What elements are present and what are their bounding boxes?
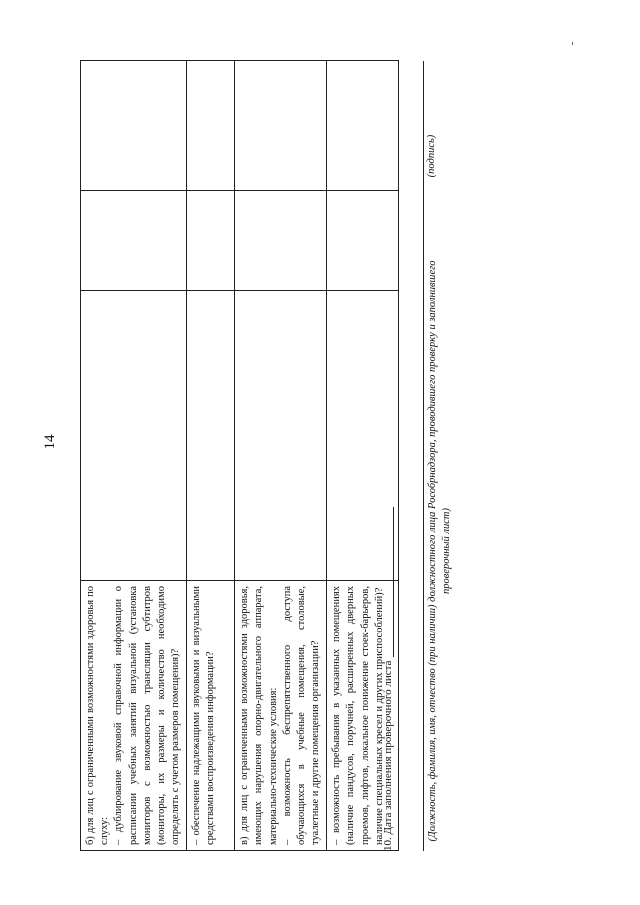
date-field xyxy=(382,507,394,851)
answer-cell[interactable] xyxy=(81,191,187,291)
date-field-label: 10. Дата заполнения проверочного листа xyxy=(382,660,394,851)
answer-cell[interactable] xyxy=(327,191,399,291)
signature-official-label: (Должность, фамилия, имя, отчество (при наличии) должностного лица Рособрнадзора, проводившего проверку и заполнившего проверочный лист) xyxy=(427,260,453,842)
question-text: б) для лиц с ограниченными возможностями здоровья по слуху: – дублирование звуковой справочной информации о расписании учебных занятий визуальной (установка мониторов с возможностью трансляции субтитров (мониторы, их размеры и количество необходимо определять с учетом размеров помещения)? xyxy=(85,586,182,845)
question-cell xyxy=(235,581,327,851)
scan-mark xyxy=(572,42,573,45)
question-cell xyxy=(81,581,187,851)
answer-cell[interactable] xyxy=(235,291,327,581)
signature-rule xyxy=(423,61,424,851)
table-row xyxy=(187,61,235,851)
note-cell[interactable] xyxy=(81,61,187,191)
date-input-line[interactable] xyxy=(382,507,394,657)
question-text: – возможность пребывания в указанных помещениях (наличие пандусов, поручней, расширенных дверных проемов, лифтов, локальное понижение стоек-барьеров, наличие специальных кресел и других приспособлений)? xyxy=(331,586,385,845)
table-row xyxy=(81,61,187,851)
rotated-page-content xyxy=(80,61,530,851)
signature-label: (подпись) xyxy=(426,134,437,178)
page-number: 14 xyxy=(42,434,58,450)
note-cell[interactable] xyxy=(187,61,235,191)
table-row xyxy=(235,61,327,851)
answer-cell[interactable] xyxy=(235,191,327,291)
answer-cell[interactable] xyxy=(187,191,235,291)
answer-cell[interactable] xyxy=(81,291,187,581)
note-cell[interactable] xyxy=(327,61,399,191)
answer-cell[interactable] xyxy=(187,291,235,581)
question-text: – обеспечение надлежащими звуковыми и визуальными средствами воспроизведения информации? xyxy=(191,586,217,845)
checklist-table xyxy=(80,60,399,851)
note-cell[interactable] xyxy=(235,61,327,191)
question-cell xyxy=(187,581,235,851)
question-text: в) для лиц с ограниченными возможностями здоровья, имеющих нарушения опорно-двигательного аппарата, материально-технические условия: – возможность беспрепятственного доступа обучающихся в учебные помещения, столовые, туалетные и другие помещения организации? xyxy=(239,586,322,845)
